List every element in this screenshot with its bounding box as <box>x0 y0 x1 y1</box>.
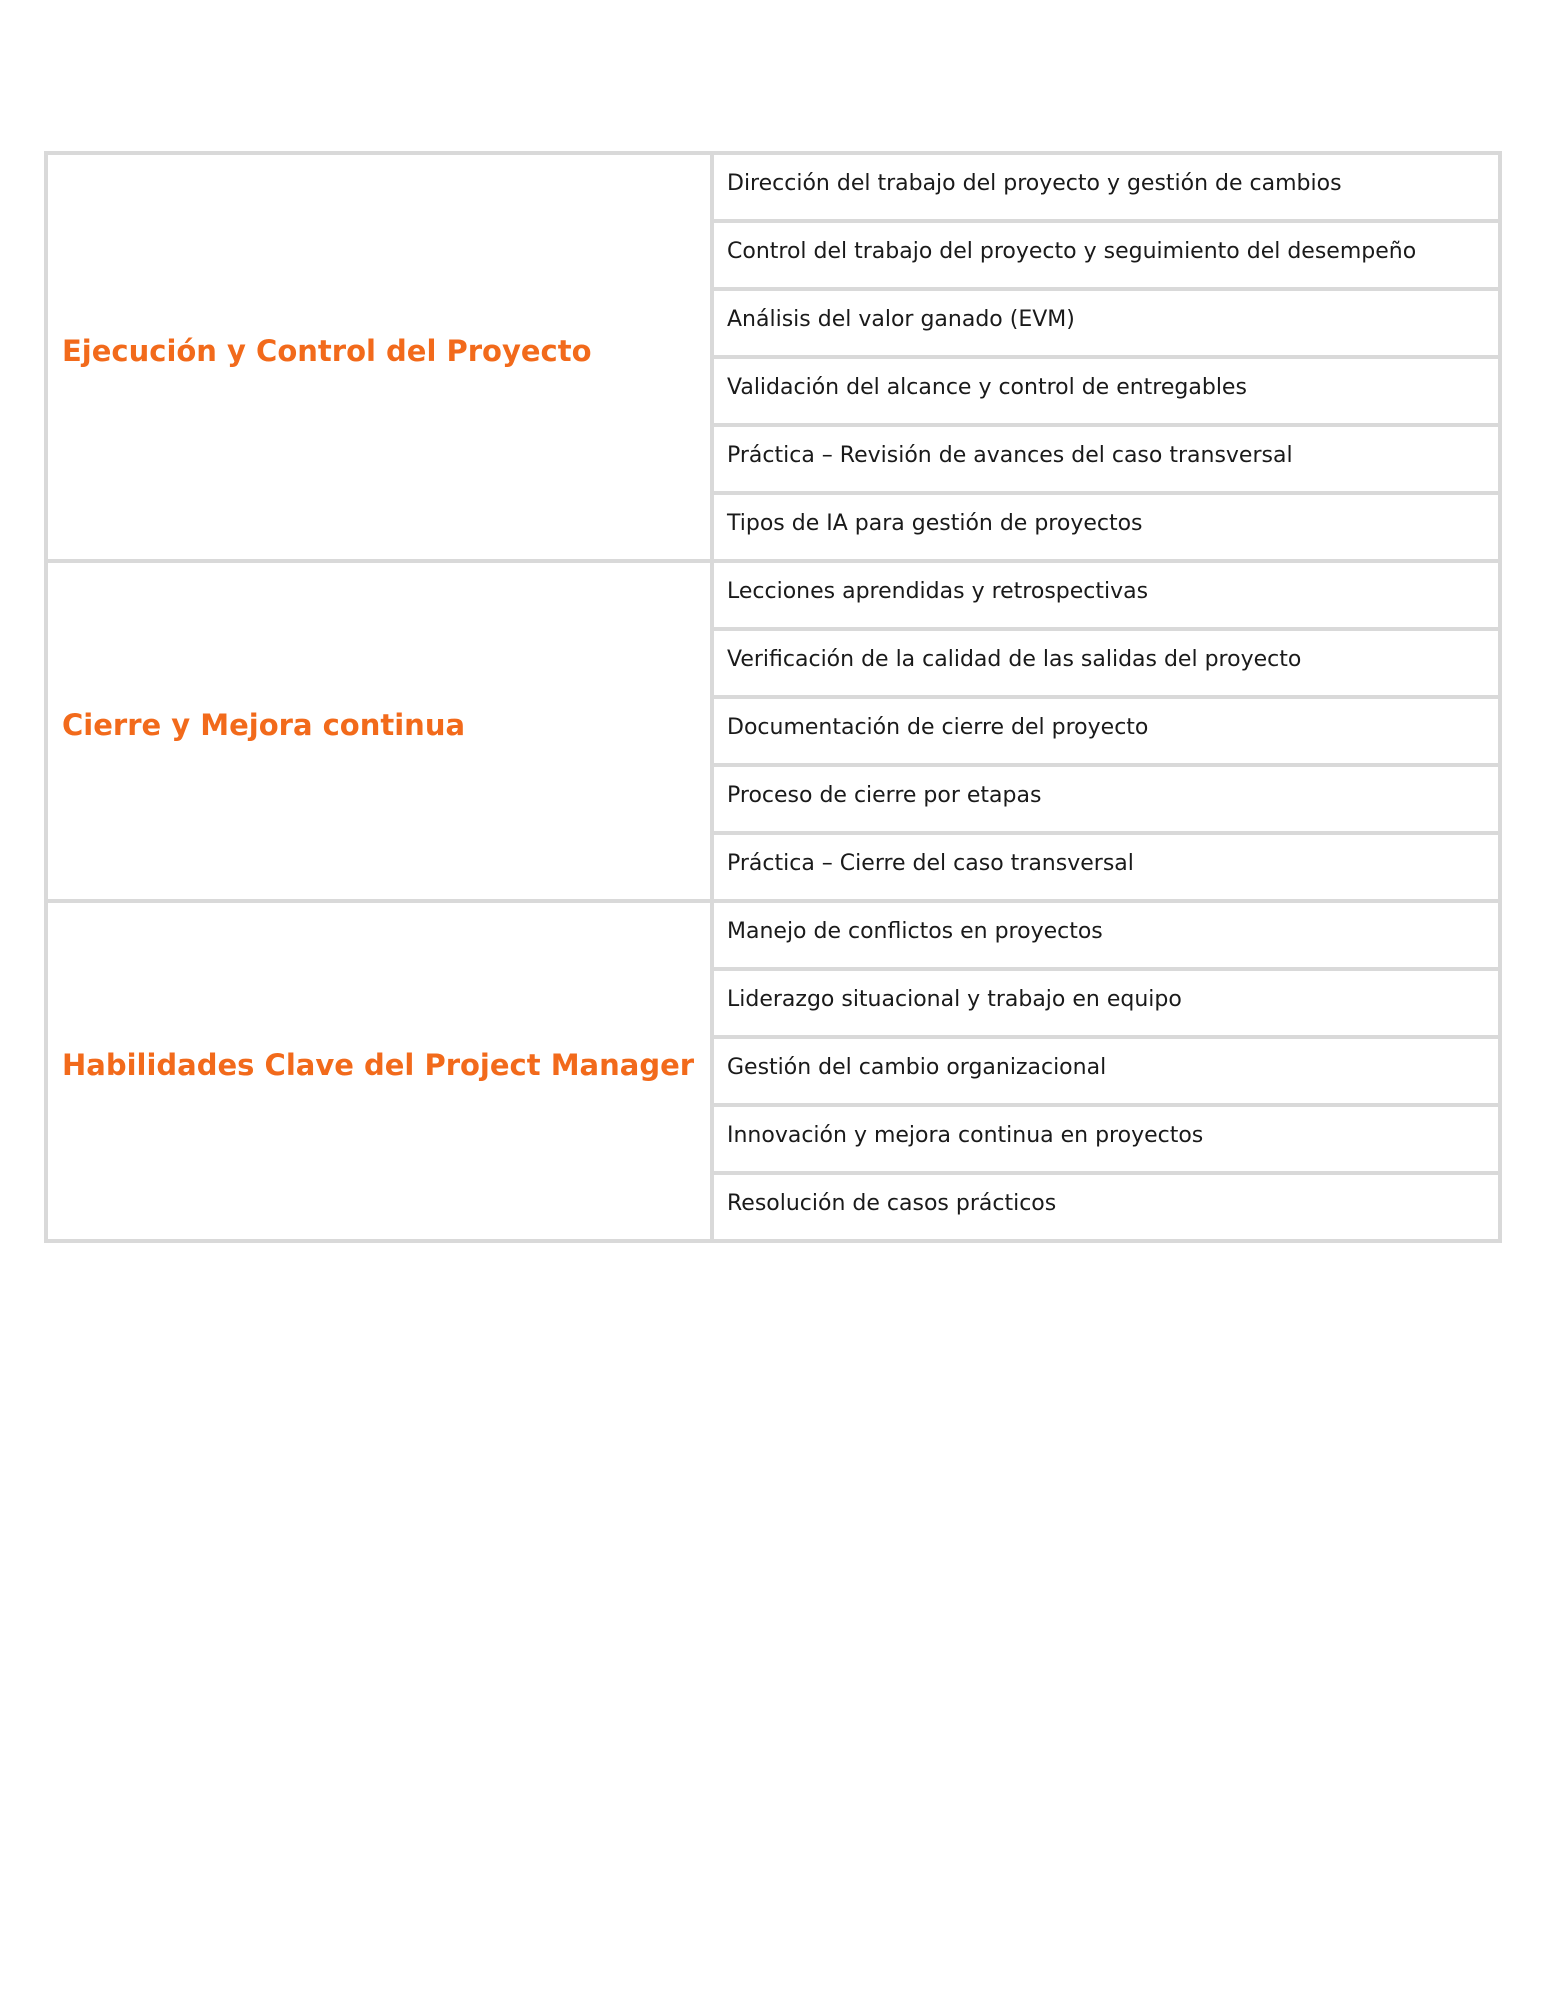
curriculum-table-body <box>46 153 1500 1241</box>
topic-label: Lecciones aprendidas y retrospectivas <box>727 578 1149 604</box>
topic-cell <box>712 561 1500 629</box>
topic-cell <box>712 221 1500 289</box>
topic-cell <box>712 833 1500 901</box>
topic-cell <box>712 153 1500 221</box>
topic-label: Tipos de IA para gestión de proyectos <box>727 510 1143 536</box>
topic-label: Práctica – Revisión de avances del caso transversal <box>727 442 1293 468</box>
topic-cell <box>712 629 1500 697</box>
topic-cell <box>712 1037 1500 1105</box>
topic-cell <box>712 901 1500 969</box>
topic-label: Práctica – Cierre del caso transversal <box>727 850 1134 876</box>
topic-label: Documentación de cierre del proyecto <box>727 714 1149 740</box>
table-row <box>46 901 1500 969</box>
topic-cell <box>712 697 1500 765</box>
topic-label: Validación del alcance y control de entregables <box>727 374 1247 400</box>
table-row <box>46 561 1500 629</box>
topic-label: Control del trabajo del proyecto y seguimiento del desempeño <box>727 238 1417 264</box>
topic-cell <box>712 969 1500 1037</box>
module-title: Cierre y Mejora continua <box>62 707 466 742</box>
module-title: Ejecución y Control del Proyecto <box>62 333 592 368</box>
topic-cell <box>712 493 1500 561</box>
topic-label: Dirección del trabajo del proyecto y gestión de cambios <box>727 170 1342 196</box>
topic-label: Resolución de casos prácticos <box>727 1190 1057 1216</box>
topic-label: Análisis del valor ganado (EVM) <box>727 306 1075 332</box>
module-title: Habilidades Clave del Project Manager <box>62 1047 695 1082</box>
curriculum-table <box>44 151 1502 1243</box>
module-cell <box>46 153 712 561</box>
topic-cell <box>712 357 1500 425</box>
topic-cell <box>712 765 1500 833</box>
topic-label: Innovación y mejora continua en proyectos <box>727 1122 1204 1148</box>
topic-label: Manejo de conflictos en proyectos <box>727 918 1103 944</box>
topic-cell <box>712 289 1500 357</box>
topic-label: Gestión del cambio organizacional <box>727 1054 1107 1080</box>
table-row <box>46 153 1500 221</box>
module-cell <box>46 901 712 1241</box>
topic-cell <box>712 1105 1500 1173</box>
topic-label: Liderazgo situacional y trabajo en equipo <box>727 986 1182 1012</box>
topic-label: Proceso de cierre por etapas <box>727 782 1042 808</box>
module-cell <box>46 561 712 901</box>
topic-label: Verificación de la calidad de las salidas del proyecto <box>727 646 1302 672</box>
topic-cell <box>712 1173 1500 1241</box>
topic-cell <box>712 425 1500 493</box>
